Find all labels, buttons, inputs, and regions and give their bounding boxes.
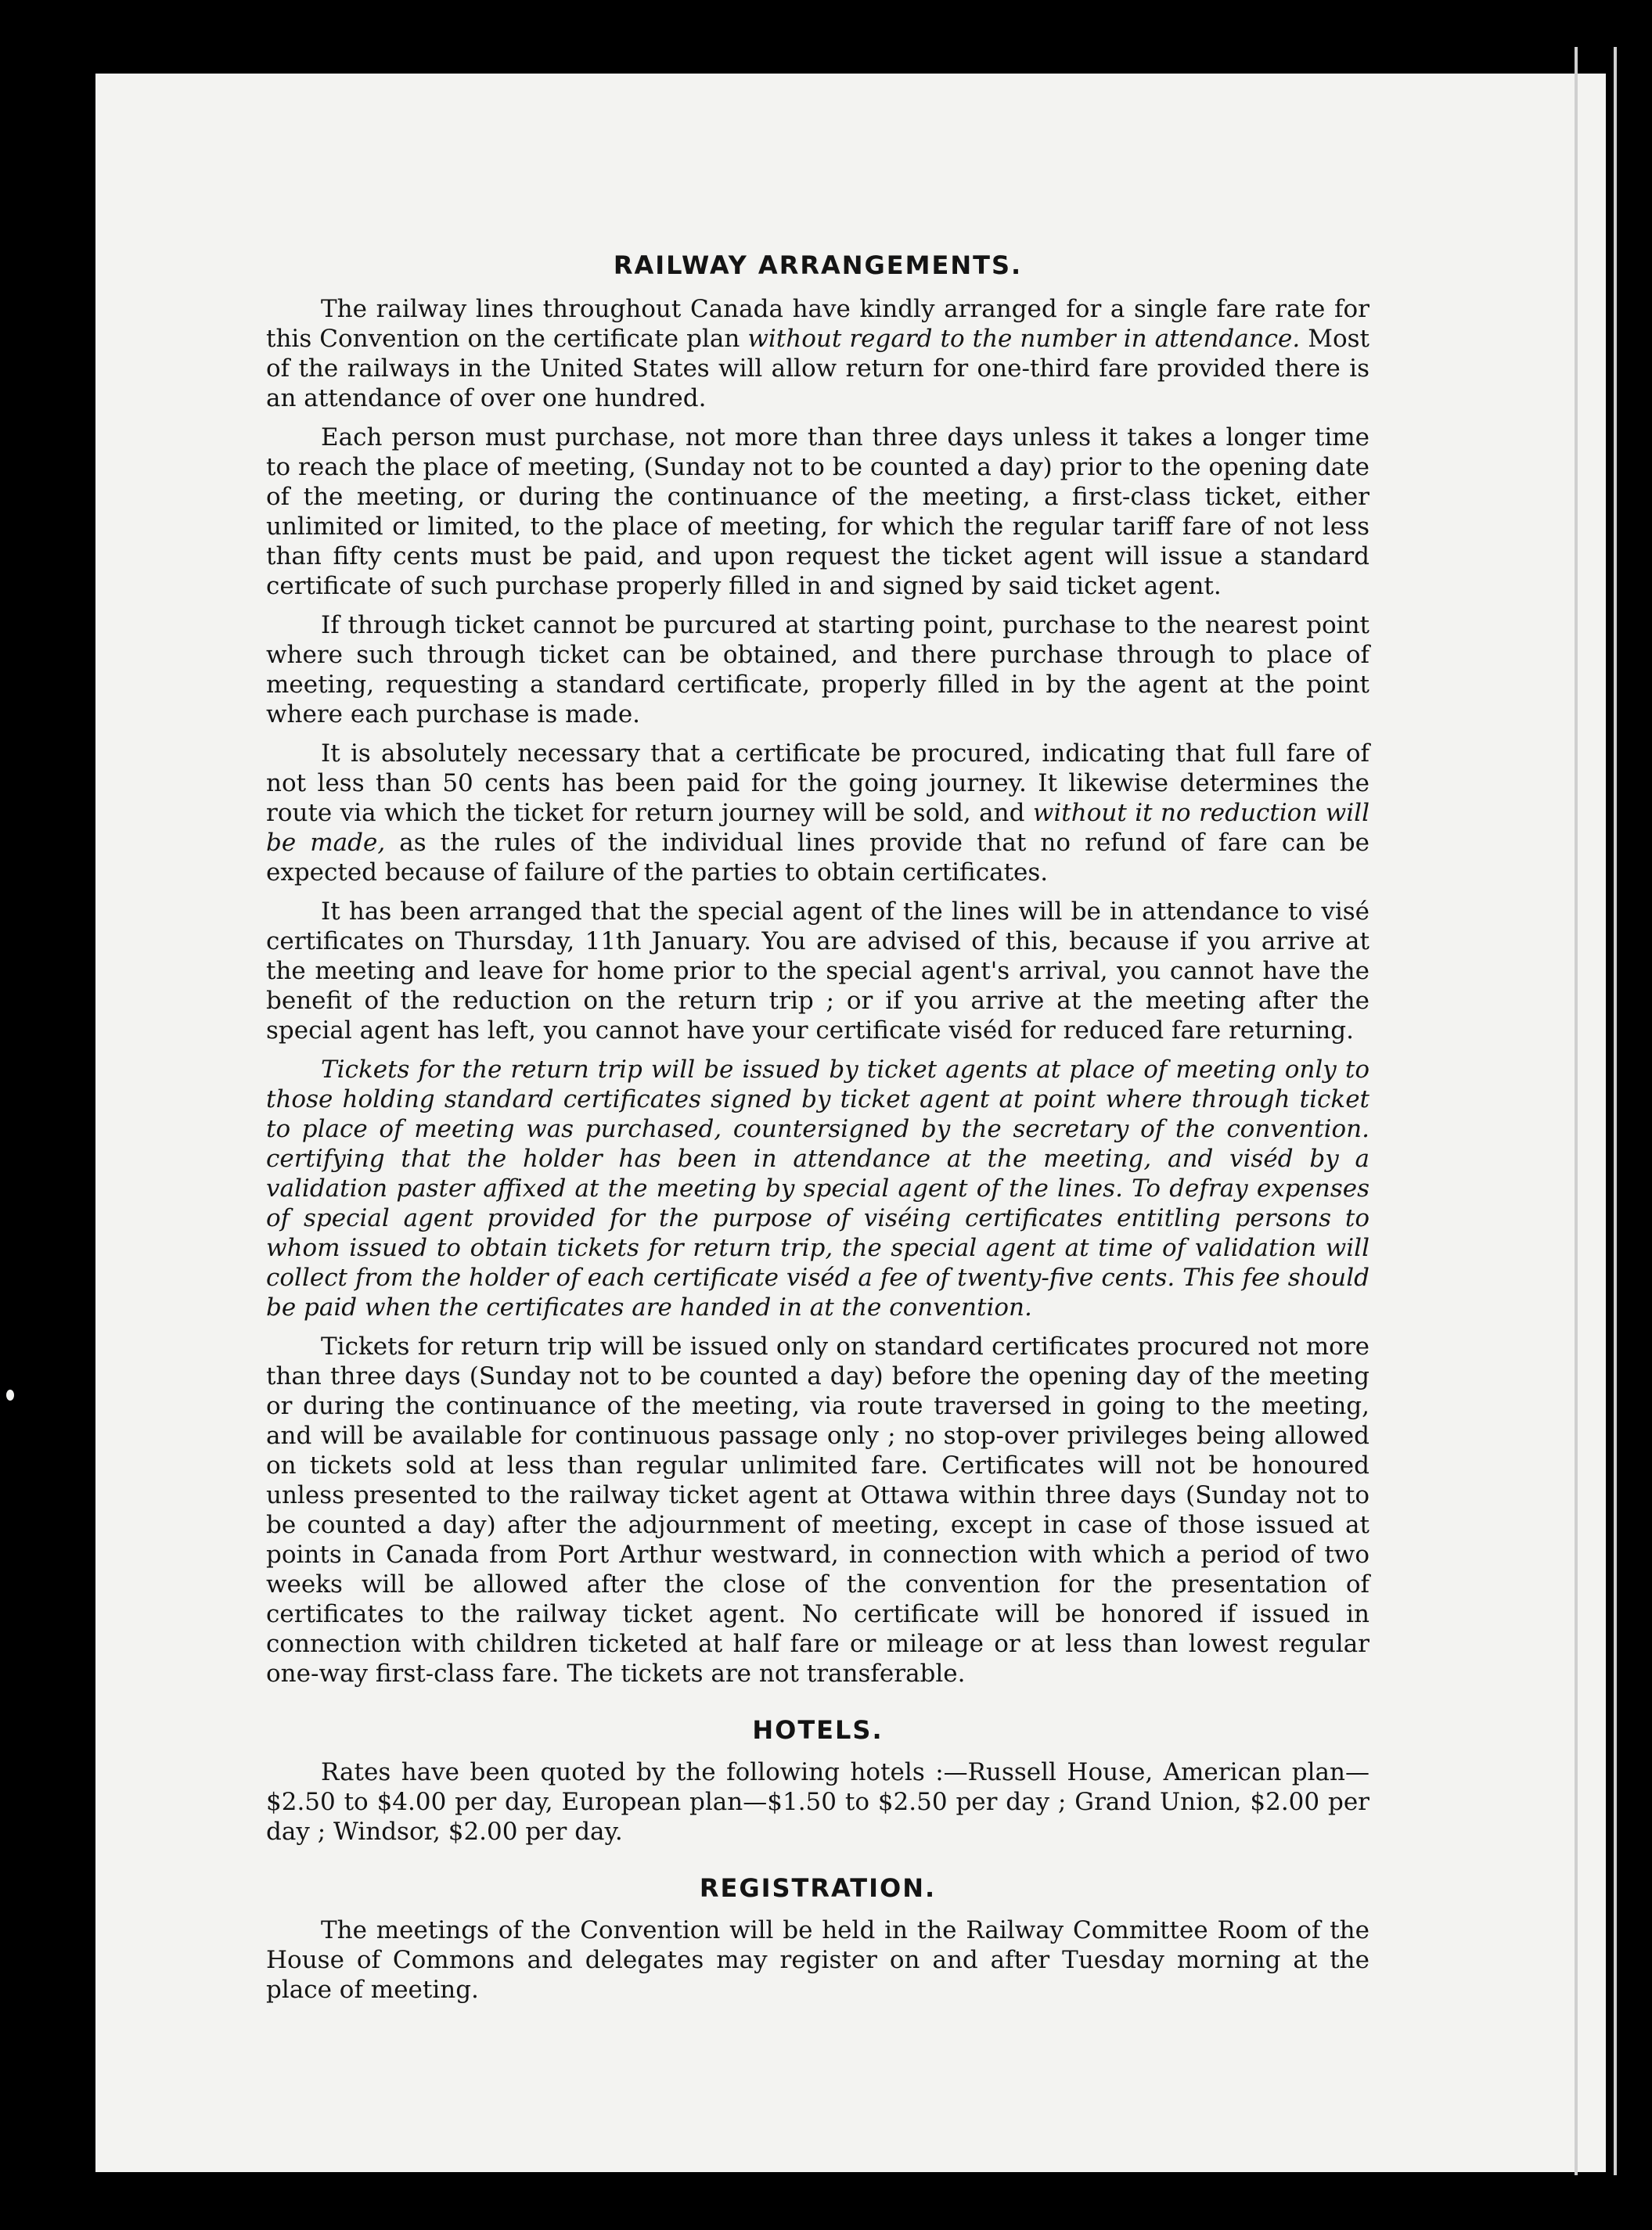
heading-railway-arrangements: RAILWAY ARRANGEMENTS. [613,250,1023,280]
paragraph: The meetings of the Convention will be held in the Railway Committee Room of the House of Commons and delegates may register on and after Tuesday morning at the place of meeting. [266,1916,1369,2004]
italic-paragraph: Tickets for the return trip will be issued by ticket agents at place of meeting only to those holding standard certificates signed by ticket agent at point where through ticket to place of meeting was purchased, countersigned by the secretary of the convention. certifying that the holder has been in attendance at the meeting, and viséd by a validation paster affixed at the meeting by special agent of the lines. To defray expenses of special agent provided for the purpose of viséing certificates entitling persons to whom issued to obtain tickets for return trip, the special agent at time of validation will collect from the holder of each certificate viséd a fee of twenty-five cents. This fee should be paid when the certificates are handed in at the convention. [266,1056,1369,1322]
heading-registration: REGISTRATION. [699,1873,937,1903]
text-run: The railway lines throughout Canada have kindly arranged for a single fare rate for this Convention on the certificate plan [266,295,1369,353]
paragraph: Rates have been quoted by the following hotels :—Russell House, American plan—$2.50 to $4.00 per day, European plan—$1.50 to $2.50 per day ; Grand Union, $2.00 per day ; Windsor, $2.00 per day. [266,1758,1369,1846]
paragraph: If through ticket cannot be purcured at starting point, purchase to the nearest point where such through ticket can be obtained, and there purchase through to place of meeting, requesting a standard certificate, properly filled in by the agent at the point where each purchase is made. [266,611,1369,728]
italic-text-run: without it no reduction will be made, [266,799,1369,857]
italic-text-run: without regard to the number in attendance. [747,325,1301,353]
heading-hotels: HOTELS. [752,1715,884,1745]
paragraph: Tickets for return trip will be issued only on standard certificates procured not more than three days (Sunday not to be counted a day) before the opening day of the meeting or during the continuance of the meeting, via route traversed in going to the meeting, and will be available for continuous passage only ; no stop-over privileges being allowed on tickets sold at less than regular unlimited fare. Certificates will not be honoured unless presented to the railway ticket agent at Ottawa within three days (Sunday not to be counted a day) after the adjournment of meeting, except in case of those issued at points in Canada from Port Arthur westward, in connection with which a period of two weeks will be allowed after the close of the convention for the presentation of certificates to the railway ticket agent. No certificate will be honored if issued in connection with children ticketed at half fare or mileage or at less than lowest regular one-way first-class fare. The tickets are not transferable. [266,1333,1369,1688]
scan-mark [6,1390,14,1401]
paragraph [266,739,1369,887]
page-edge-line [1614,47,1617,2175]
paragraph: It has been arranged that the special agent of the lines will be in attendance to visé certificates on Thursday, 11th January. You are advised of this, because if you arrive at the meeting and leave for home prior to the special agent's arrival, you cannot have the benefit of the reduction on the return trip ; or if you arrive at the meeting after the special agent has left, you cannot have your certificate viséd for reduced fare returning. [266,897,1369,1045]
page-edge-line [1575,47,1578,2175]
page-content [266,250,1369,2014]
paragraph: Each person must purchase, not more than three days unless it takes a longer time to reach the place of meeting, (Sunday not to be counted a day) prior to the opening date of the meeting, or during the continuance of the meeting, a first-class ticket, either unlimited or limited, to the place of meeting, for which the regular tariff fare of not less than fifty cents must be paid, and upon request the ticket agent will issue a standard certificate of such purchase properly filled in and signed by said ticket agent. [266,423,1369,600]
text-run: It is absolutely necessary that a certificate be procured, indicating that full fare of not less than 50 cents has been paid for the going journey. It likewise determines the route via which the ticket for return journey will be sold, and [266,739,1369,827]
text-run: Most of the railways in the United States will allow return for one-third fare provided there is an attendance of over one hundred. [266,325,1370,412]
text-run: as the rules of the individual lines provide that no refund of fare can be expected because of failure of the parties to obtain certificates. [266,829,1369,887]
paragraph [266,294,1369,413]
